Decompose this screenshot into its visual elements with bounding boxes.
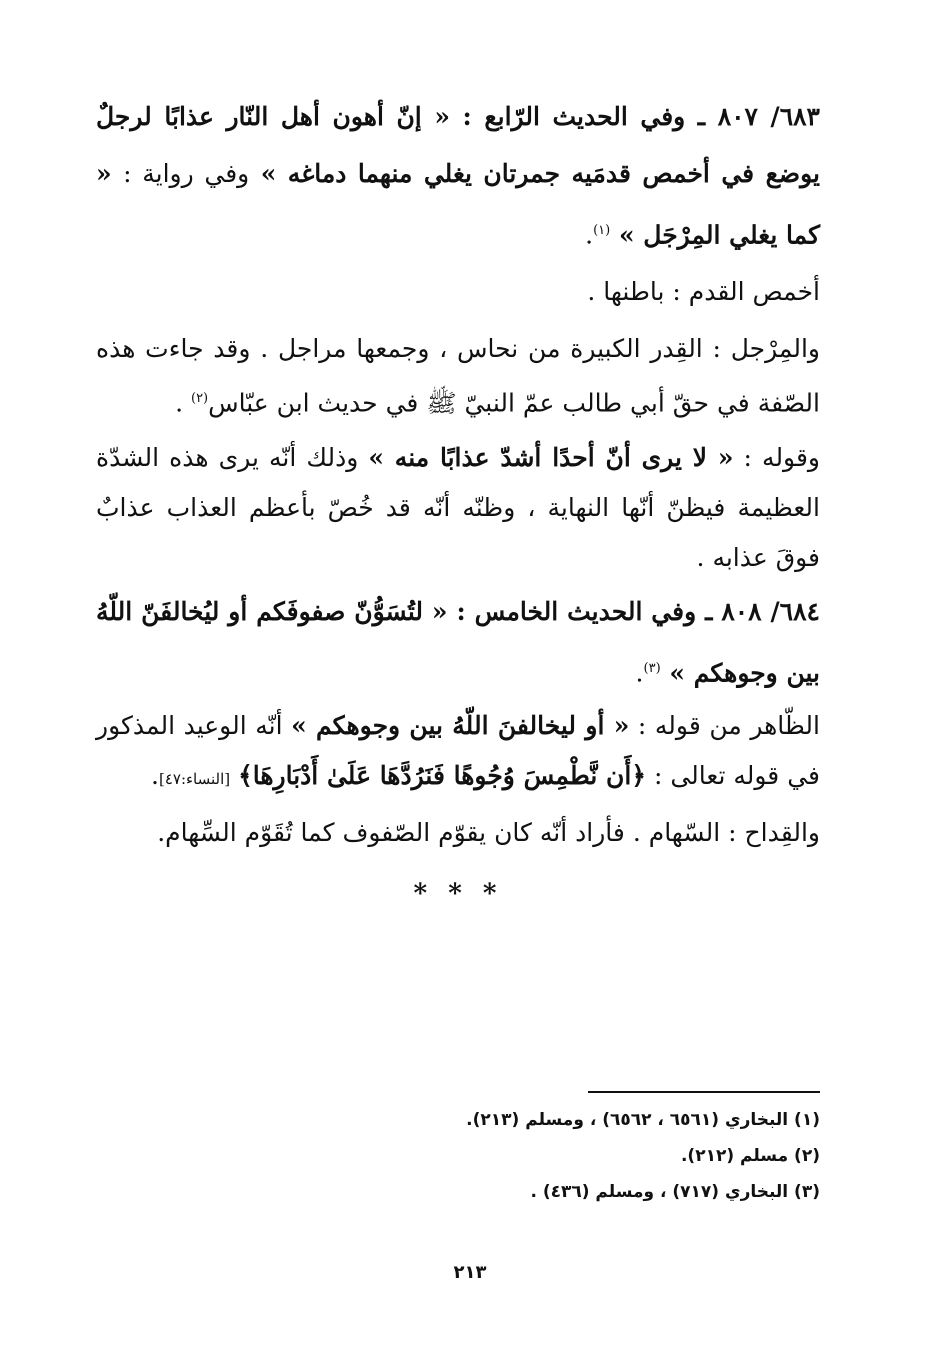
sentence-end: . bbox=[151, 760, 159, 790]
gloss-akhmas: أخمص القدم : باطنها . bbox=[587, 277, 820, 307]
footnote-ref: (٢) bbox=[190, 391, 209, 407]
quran-ayah: ﴿أَن نَّطْمِسَ وُجُوهًا فَنَرُدَّهَا عَلَىٰ أَدْبَارِهَا﴾ bbox=[238, 760, 647, 790]
gloss-text: والمِرْجل : القِدر الكبيرة من نحاس ، وجمعها مراجل . وقد جاءت هذه الصّفة في حقّ أبي طالب عمّ النبيّ ﷺ في حديث ابن عبّاس bbox=[96, 334, 820, 418]
gloss-zahir bbox=[96, 701, 820, 804]
gloss-lead: وقوله : bbox=[743, 442, 820, 472]
section-separator: * * * bbox=[413, 878, 503, 909]
hadith-entry-683 bbox=[96, 88, 820, 263]
sentence-end: . bbox=[585, 220, 594, 250]
footnote-1: (١) البخاري (٦٥٦١ ، ٦٥٦٢) ، ومسلم (٢١٣). bbox=[466, 1110, 820, 1130]
hadith-text: « إنّ أهون أهل النّار عذابًا لرجلٌ يوضع في أخمص قدمَيه جمرتان يغلي منهما دماغه » bbox=[96, 102, 820, 188]
gloss-qawluh bbox=[96, 433, 820, 583]
gloss-qidah: والقِداح : السّهام . فأراد أنّه كان يقوّم الصّفوف كما تُقَوّم السِّهام. bbox=[157, 817, 820, 847]
footnote-2: (٢) مسلم (٢١٢). bbox=[680, 1146, 820, 1166]
gloss-mirjal bbox=[96, 324, 820, 428]
footnote-divider bbox=[588, 1091, 820, 1093]
gloss-quote: « لا يرى أنّ أحدًا أشدّ عذابًا منه » bbox=[368, 442, 734, 472]
sentence-end: . bbox=[175, 388, 184, 418]
riwaya-label: وفي رواية : bbox=[123, 159, 250, 188]
page-number: ٢١٣ bbox=[453, 1262, 487, 1283]
gloss-lead: الظّاهر من قوله : bbox=[637, 710, 820, 740]
gloss-quote: « أو ليخالفنَ اللّهُ بين وجوهكم » bbox=[291, 710, 630, 740]
entry-number: ٦٨٣/ ٨٠٧ ـ bbox=[697, 102, 820, 131]
entry-intro: وفي الحديث الرّابع : bbox=[462, 102, 686, 131]
sentence-end: . bbox=[635, 657, 644, 687]
footnotes bbox=[100, 1108, 820, 1216]
entry-number: ٦٨٤/ ٨٠٨ ـ bbox=[705, 596, 820, 626]
entry-intro: وفي الحديث الخامس : bbox=[456, 596, 697, 626]
ayah-source: [النساء:٤٧] bbox=[158, 769, 231, 788]
hadith-entry-684 bbox=[96, 583, 820, 701]
footnote-ref: (١) bbox=[593, 223, 611, 238]
gloss-mid: أنّه الوعيد المذكور في قوله تعالى : bbox=[96, 710, 820, 790]
footnote-ref: (٣) bbox=[643, 660, 661, 676]
hadith-variant: « كما يغلي المِرْجَل » bbox=[96, 159, 820, 250]
footnote-3: (٣) البخاري (٧١٧) ، ومسلم (٤٣٦) . bbox=[530, 1182, 820, 1202]
hadith-text: « لتُسَوُّنّ صفوفَكم أو ليُخالفَنّ اللّهُ بين وجوهكم » bbox=[96, 596, 820, 687]
gloss-rest: وذلك أنّه يرى هذه الشدّة العظيمة فيظنّ أنّها النهاية ، وظنّه أنّه قد خُصّ بأعظم العذاب عذابٌ فوقَ عذابه . bbox=[96, 442, 820, 572]
